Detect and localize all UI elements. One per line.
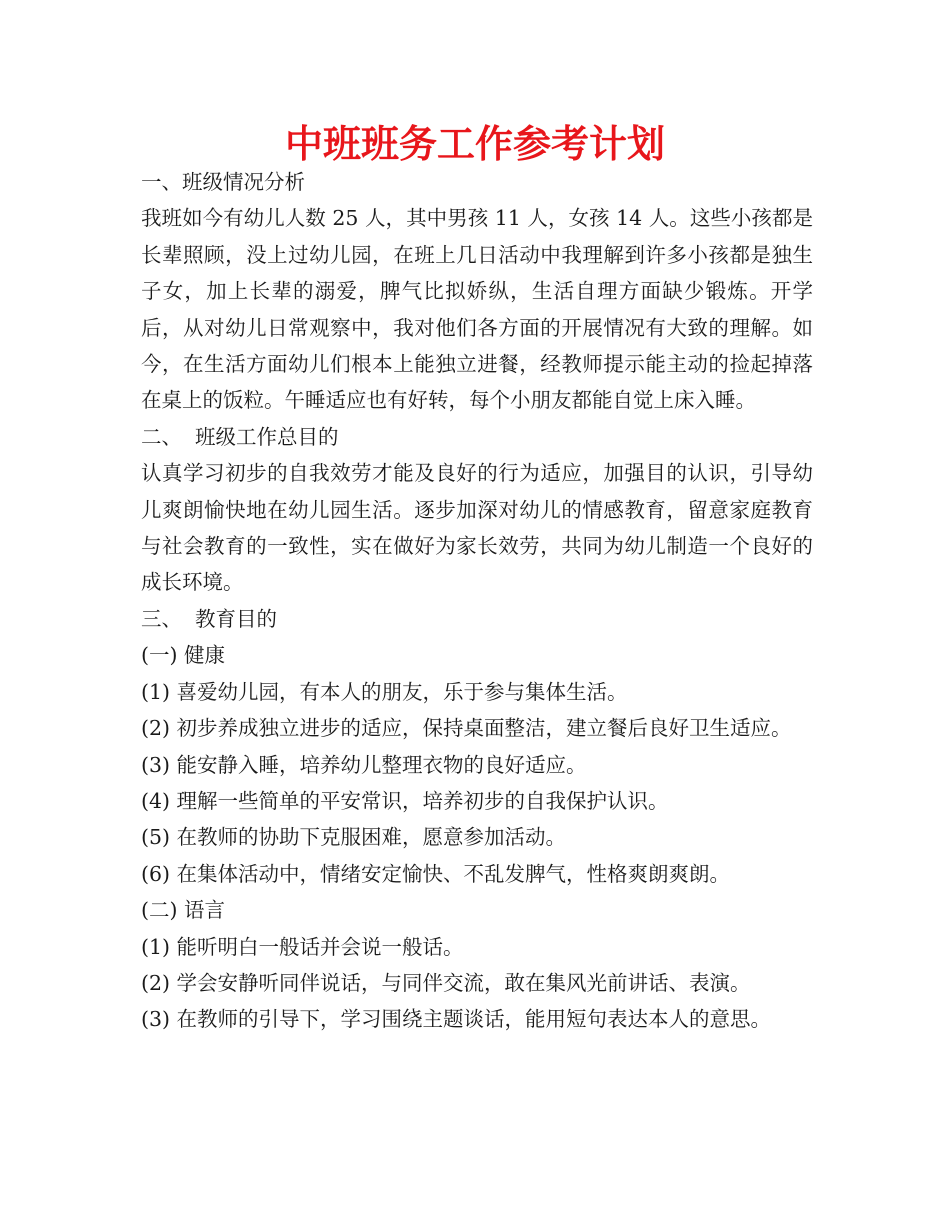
health-item-4: (4) 理解一些简单的平安常识，培养初步的自我保护认识。	[141, 788, 669, 813]
section-heading-class-analysis: 一、班级情况分析	[141, 170, 305, 194]
paragraph-class-analysis: 我班如今有幼儿人数 25 人，其中男孩 11 人，女孩 14 人。这些小孩都是长辈照顾，没上过幼儿园，在班上几日活动中我理解到许多小孩都是独生子女，加上长辈的溺爱，脾气比拟娇纵，生活自理方面缺少锻炼。开学后，从对幼儿日常观察中，我对他们各方面的开展情况有大致的理解。如今，在生活方面幼儿们根本上能独立进餐，经教师提示能主动的捡起掉落在桌上的饭粒。午睡适应也有好转，每个小朋友都能自觉上床入睡。	[141, 206, 813, 413]
health-item-5: (5) 在教师的协助下克服困难，愿意参加活动。	[141, 825, 567, 850]
section-heading-work-goals: 二、 班级工作总目的	[141, 424, 339, 449]
health-item-6: (6) 在集体活动中，情绪安定愉快、不乱发脾气，性格爽朗爽朗。	[141, 861, 731, 886]
language-item-2: (2) 学会安静听同伴说话，与同伴交流，敢在集风光前讲话、表演。	[141, 970, 751, 995]
subsection-heading-language: (二) 语言	[141, 898, 226, 923]
subsection-heading-health: (一) 健康	[141, 643, 226, 668]
health-item-2: (2) 初步养成独立进步的适应，保持桌面整洁，建立餐后良好卫生适应。	[141, 716, 792, 741]
document-title: 中班班务工作参考计划	[284, 122, 665, 166]
language-item-1: (1) 能听明白一般话并会说一般话。	[141, 934, 464, 959]
health-item-3: (3) 能安静入睡，培养幼儿整理衣物的良好适应。	[141, 752, 587, 777]
language-item-3: (3) 在教师的引导下，学习围绕主题谈话，能用短句表达本人的意思。	[141, 1007, 772, 1032]
paragraph-work-goals: 认真学习初步的自我效劳才能及良好的行为适应，加强目的认识，引导幼儿爽朗愉快地在幼儿园生活。逐步加深对幼儿的情感教育，留意家庭教育与社会教育的一致性，实在做好为家长效劳，共同为幼儿制造一个良好的成长环境。	[141, 461, 813, 595]
section-heading-education-goals: 三、 教育目的	[141, 606, 278, 631]
document-body	[141, 164, 813, 1038]
health-item-1: (1) 喜爱幼儿园，有本人的朋友，乐于参与集体生活。	[141, 679, 628, 704]
